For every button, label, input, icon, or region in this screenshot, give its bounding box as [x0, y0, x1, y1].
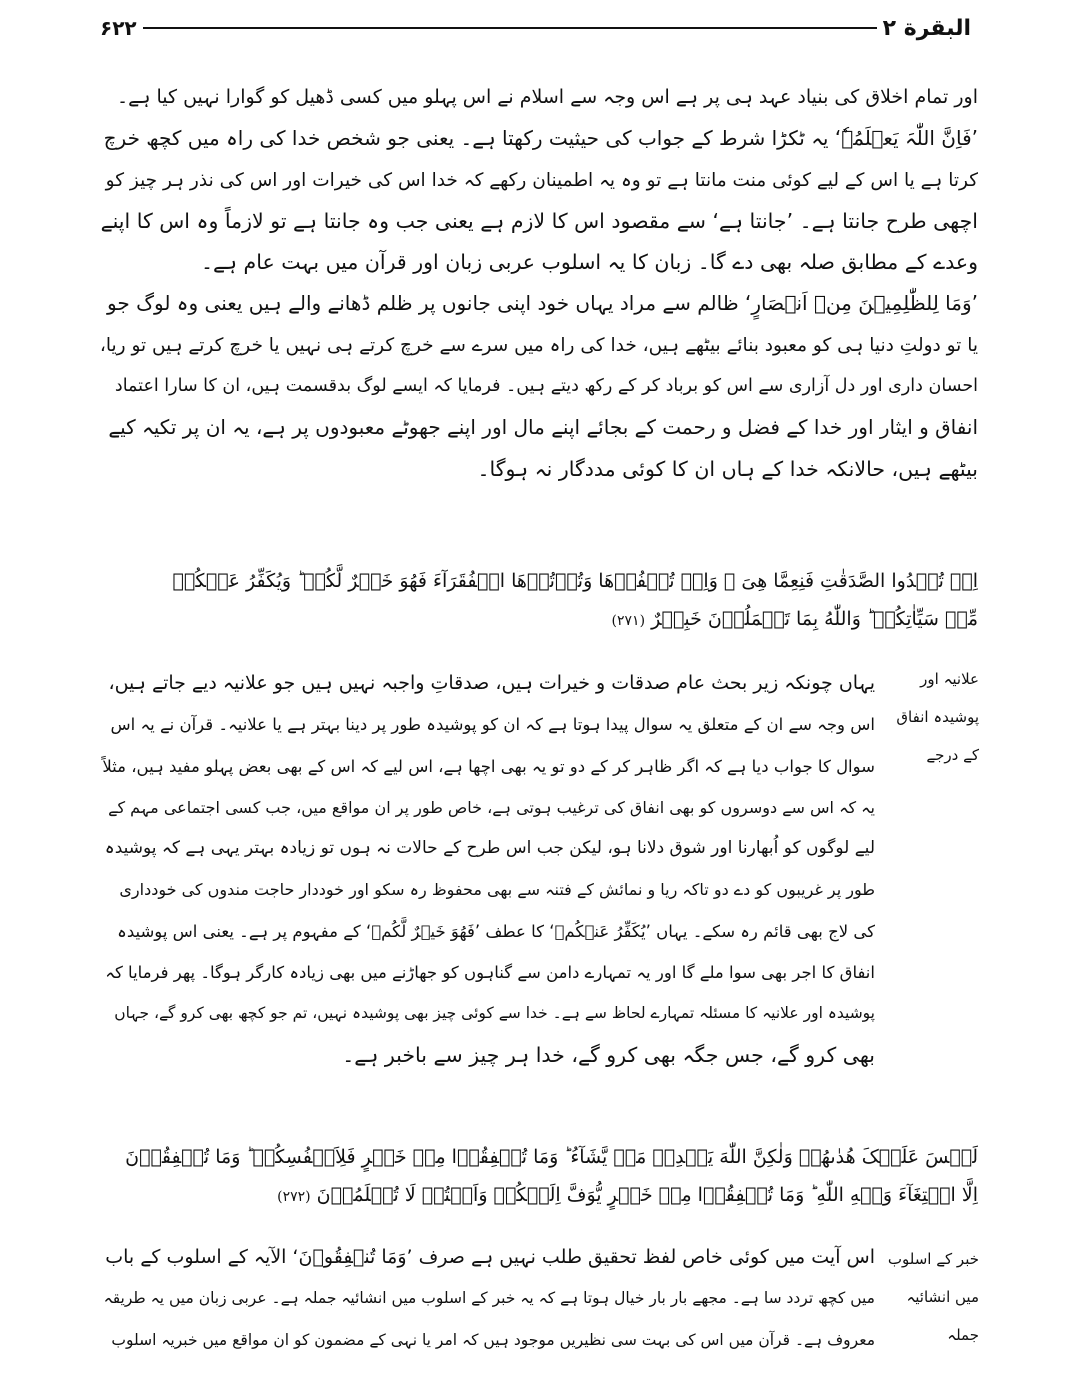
text-line: اچھی طرح جانتا ہے۔ ’جانتا ہے‘ سے مقصود اس کا لازم ہے یعنی جب وہ جانتا ہے تو لازماً وہ اس کا اپنے: [100, 208, 978, 233]
page-header: [100, 8, 971, 48]
text-line: یہ کہ اس سے دوسروں کو بھی انفاق کی ترغیب ہوتی ہے، خاص طور پر ان مواقع میں، جب کسی اجتماعی مہم کے: [108, 797, 875, 817]
text-line: میں کچھ تردد سا ہے۔ مجھے بار بار خیال ہوتا ہے کہ یہ خبر کے اسلوب میں انشائیہ جملہ ہے۔ عربی زبان میں یہ طریقہ: [103, 1289, 875, 1308]
text-line: اس آیت میں کوئی خاص لفظ تحقیق طلب نہیں ہے صرف ’وَمَا تُنۡفِقُوۡنَ‘ الآیہ کے اسلوب کے باب: [105, 1246, 875, 1268]
verse-number: (۲۷۲): [277, 1189, 311, 1205]
text-line: یہاں چونکہ زیر بحث عام صدقات و خیرات ہیں، صدقاتِ واجبہ نہیں ہیں جو علانیہ دیے جاتے ہیں،: [108, 672, 875, 694]
margin-heading-line: علانیہ اور: [920, 670, 979, 688]
verse-text: اِلَّا ابۡتِغَآءَ وَجۡهِ اللّٰهِ ؕ وَمَا تُنۡفِقُوۡا مِنۡ خَیۡرٍ یُّوَفَّ اِلَیۡکُمۡ وَاَنۡتُمۡ لَا تُظۡلَمُوۡنَ: [316, 1184, 978, 1206]
margin-heading-line: پوشیدہ انفاق: [896, 708, 979, 726]
text-line: معروف ہے۔ قرآن میں اس کی بہت سی نظیریں موجود ہیں کہ امر یا نہی کے مضمون کو ان مواقع میں خبریہ اسلوب: [111, 1330, 875, 1349]
text-line: وعدے کے مطابق صلہ بھی دے گا۔ زبان کا یہ اسلوب عربی زبان اور قرآن میں بہت عام ہے۔: [200, 250, 978, 275]
verse-line: [100, 1176, 978, 1216]
text-line: انفاق و ایثار اور خدا کے فضل و رحمت کے بجائے اپنے مال اور اپنے جھوٹے معبودوں پر ہے، یہ ان پر تکیہ کیے: [108, 415, 978, 440]
text-line: اور تمام اخلاق کی بنیاد عہد ہی پر ہے اس وجہ سے اسلام نے اس پہلو میں کسی ڈھیل کو گوارا نہیں کیا ہے۔: [117, 86, 978, 108]
text-line: اس وجہ سے ان کے متعلق یہ سوال پیدا ہوتا ہے کہ ان کو پوشیدہ طور پر دینا بہتر ہے یا علانیہ۔ قرآن نے یہ اس: [110, 715, 875, 735]
verse-272: [100, 1138, 978, 1216]
commentary-272: [100, 1237, 875, 1361]
text-line: بیٹھے ہیں، حالانکہ خدا کے ہاں ان کا کوئی مددگار نہ ہوگا۔: [477, 456, 978, 481]
text-line: ’فَاِنَّ اللّٰہَ یَعۡلَمُہٗ‘ یہ ٹکڑا شرط کے جواب کی حیثیت رکھتا ہے۔ یعنی جو شخص خدا کی راہ میں کچھ خرچ: [103, 126, 978, 151]
text-line: ’وَمَا لِلظّٰلِمِیۡنَ مِنۡ اَنۡصَارٍ‘ ظالم سے مراد یہاں خود اپنی جانوں پر ظلم ڈھانے والے ہیں یعنی وہ لوگ جو: [107, 291, 978, 316]
text-line: کرتا ہے یا اس کے لیے کوئی منت مانتا ہے تو وہ یہ اطمینان رکھے کہ خدا اس کی خیرات اور اس کی نذر ہر چیز کو: [105, 169, 978, 191]
commentary-271: [100, 663, 875, 1076]
text-line: بھی کرو گے، جس جگہ بھی کرو گے، خدا ہر چیز سے باخبر ہے۔: [342, 1042, 875, 1067]
text-line: یا تو دولتِ دنیا ہی کو معبود بنائے بیٹھے ہیں، خدا کی راہ میں سرے سے خرچ کرتے ہی نہیں یا خرچ کرتے ہیں تو ریا،: [100, 334, 978, 356]
verse-line: لَیۡسَ عَلَیۡکَ هُدٰىهُمۡ وَلٰکِنَّ اللّٰهَ یَهۡدِیۡ مَنۡ یَّشَآءُ ؕ وَمَا تُنۡفِقُوۡا مِنۡ خَیۡرٍ فَلِاَنۡفُسِکُمۡ ؕ وَمَا تُنۡفِقُوۡنَ: [125, 1146, 978, 1168]
header-rule: [143, 27, 877, 29]
verse-271: [100, 562, 978, 640]
verse-text: مِّنۡ سَیِّاٰتِکُمۡ ؕ وَاللّٰهُ بِمَا تَعۡمَلُوۡنَ خَبِیۡرٌ: [651, 608, 978, 630]
running-title: البقرة ۲: [882, 15, 971, 41]
text-line: کی لاج بھی قائم رہ سکے۔ یہاں ’یُکَفِّرُ عَنۡکُمۡ‘ کا عطف ’فَهُوَ خَیۡرٌ لَّکُمۡ‘ کے مفہوم پر ہے۔ یعنی اس پوشیدہ: [117, 921, 875, 941]
page-number: ۶۲۲: [100, 16, 137, 40]
text-line: انفاق کا اجر بھی سوا ملے گا اور یہ تمہارے دامن سے گناہوں کو جھاڑنے میں بھی زیادہ کارگر ہوگا۔ پھر فرمایا کہ: [105, 963, 875, 983]
margin-heading-line: کے درجے: [926, 746, 979, 764]
text-line: سوال کا جواب دیا ہے کہ اگر ظاہر کر کے دو تو یہ بھی اچھا ہے، اس لیے کہ اس کے بھی بعض پہلو مفید ہیں، مثلاً: [102, 756, 875, 776]
verse-number: (۲۷۱): [611, 613, 646, 629]
margin-heading-line: جملہ: [947, 1326, 979, 1344]
text-line: لیے لوگوں کو اُبھارنا اور شوق دلانا ہو، لیکن جب اس طرح کے حالات نہ ہوں تو زیادہ بہتر یہی ہے کہ پوشیدہ: [104, 838, 875, 859]
text-line: پوشیدہ اور علانیہ کا مسئلہ تمہارے لحاظ سے ہے۔ خدا سے کوئی چیز بھی پوشیدہ نہیں، تم جو کچھ بھی کرو گے، جہاں: [114, 1004, 875, 1023]
margin-heading-line: خبر کے اسلوب: [887, 1250, 979, 1268]
text-line: احسان داری اور دل آزاری سے اس کو برباد کر کے رکھ دیتے ہیں۔ فرمایا کہ ایسے لوگ بدقسمت ہیں، ان کا سارا اعتماد: [114, 376, 978, 397]
verse-line: اِنۡ تُبۡدُوا الصَّدَقٰتِ فَنِعِمَّا هِیَ ۚ وَاِنۡ تُخۡفُوۡهَا وَتُؤۡتُوۡهَا الۡفُقَرَآءَ فَهُوَ خَیۡرٌ لَّکُمۡ ؕ وَیُکَفِّرُ عَنۡکُمۡ: [172, 570, 978, 592]
margin-heading-open-and-secret-spending: [884, 660, 979, 774]
verse-line: [100, 600, 978, 640]
text-line: طور پر غریبوں کو دے دو تاکہ ریا و نمائش کے فتنہ سے بھی محفوظ رہ سکو اور خوددار حاجت مندوں کی خودداری: [119, 880, 875, 900]
margin-heading-line: میں انشائیہ: [906, 1288, 979, 1306]
margin-heading-imperative-in-declarative-form: [884, 1240, 979, 1354]
commentary-block: [100, 77, 978, 490]
